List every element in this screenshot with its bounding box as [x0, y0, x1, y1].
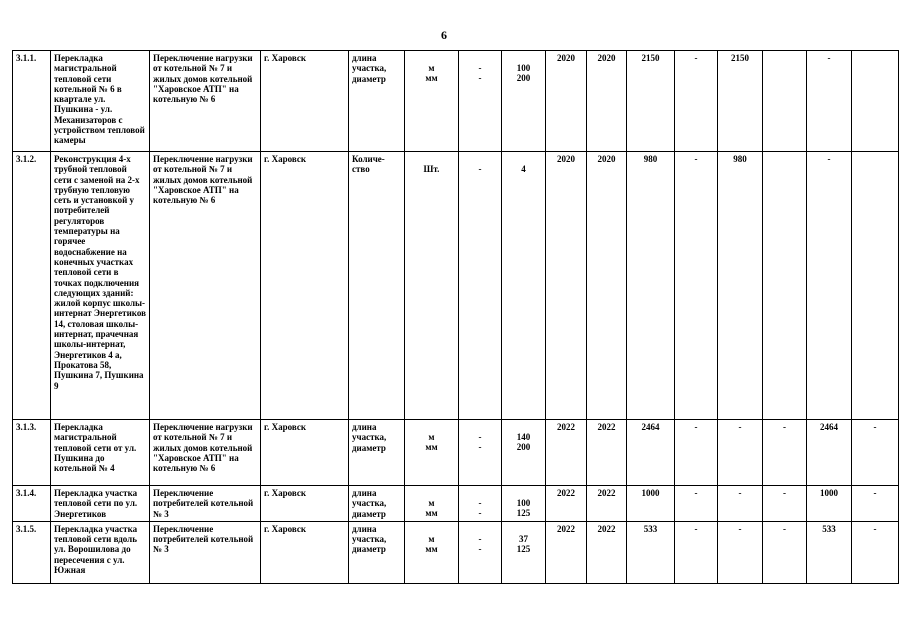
finance-cell-4 [807, 521, 852, 583]
year-start-cell [546, 486, 587, 522]
location: г. Харовск [264, 422, 307, 432]
finance-value-3: - [783, 422, 786, 432]
work-purpose: Переключение потребителей котельной № 3 [153, 488, 254, 519]
page-number: 6 [441, 28, 447, 42]
parameter-name: длина участка, диаметр [352, 523, 387, 555]
work-name-cell [51, 521, 150, 583]
finance-value-5: - [873, 422, 877, 432]
finance-value-1: - [694, 53, 698, 63]
work-name-cell [51, 486, 150, 522]
finance-value-5: - [873, 488, 877, 498]
finance-value-2: 2150 [731, 53, 749, 63]
year-start-cell [546, 420, 587, 486]
finance-cell-3 [763, 486, 807, 522]
total-cell [627, 521, 675, 583]
year-end: 2020 [597, 154, 616, 164]
value-before-cell [459, 152, 502, 420]
finance-cell-2 [718, 521, 763, 583]
year-end-cell [587, 486, 627, 522]
unit-diameter: мм [425, 442, 438, 453]
value-before-cell [459, 420, 502, 486]
unit-cell [405, 51, 459, 152]
parameter-name: длина участка, диаметр [352, 422, 387, 453]
finance-value-3: - [783, 523, 786, 534]
unit-diameter: мм [425, 544, 438, 555]
finance-value-2: - [738, 422, 742, 432]
finance-value-4: 1000 [820, 488, 838, 498]
item-number: 3.1.5. [16, 523, 37, 534]
parameter-cell [349, 420, 405, 486]
unit-cell [405, 152, 459, 420]
finance-value-4: - [827, 154, 831, 164]
finance-value-1: - [694, 154, 698, 164]
item-number: 3.1.2. [16, 154, 37, 164]
work-name: Перекладка участка тепловой сети вдоль ул. Ворошилова до пересечения с ул. Южная [54, 523, 138, 576]
finance-cell-1 [675, 521, 718, 583]
value-after-cell [502, 51, 546, 152]
value-before-1: - [478, 432, 482, 442]
work-name: Перекладка участка тепловой сети по ул. Энергетиков [54, 488, 138, 519]
finance-value-5: - [873, 523, 877, 534]
total-cost: 2150 [641, 53, 660, 63]
finance-cell-5 [852, 152, 899, 420]
item-number: 3.1.3. [16, 422, 37, 432]
finance-value-3: - [783, 488, 786, 498]
value-after-cell [502, 420, 546, 486]
total-cost: 1000 [641, 488, 660, 498]
finance-cell-1 [675, 51, 718, 152]
finance-cell-3 [763, 152, 807, 420]
value-after-cell [502, 521, 546, 583]
unit-diameter: мм [425, 508, 438, 519]
value-before-1: - [478, 533, 482, 544]
value-before-2: - [478, 544, 482, 555]
unit-length: м [428, 63, 435, 73]
parameter-cell [349, 486, 405, 522]
unit-length: м [428, 498, 435, 508]
unit-cell [405, 521, 459, 583]
finance-cell-5 [852, 521, 899, 583]
location-cell [261, 521, 349, 583]
total-cost: 533 [643, 523, 658, 534]
value-before-1: - [478, 164, 482, 174]
year-end-cell [587, 152, 627, 420]
finance-cell-1 [675, 486, 718, 522]
finance-value-4: 2464 [820, 422, 838, 432]
value-before-cell [459, 521, 502, 583]
value-after-1: 100 [516, 63, 531, 73]
work-purpose: Переключение нагрузки от котельной № 7 и жилых домов котельной "Харовское АТП" на котельную № 6 [153, 154, 253, 206]
value-after-2: 125 [516, 544, 531, 555]
table-row [13, 420, 899, 486]
location-cell [261, 152, 349, 420]
value-before-2: - [478, 442, 482, 453]
finance-value-2: - [738, 523, 742, 534]
purpose-cell [150, 420, 261, 486]
location-cell [261, 420, 349, 486]
work-name: Перекладка магистральной тепловой сети котельной № 6 в квартале ул. Пушкина - ул. Механизаторов с устройством тепловой камеры [54, 53, 145, 146]
purpose-cell [150, 152, 261, 420]
finance-value-1: - [694, 523, 698, 534]
table-row [13, 51, 899, 152]
finance-cell-5 [852, 51, 899, 152]
value-before-1: - [478, 63, 482, 73]
unit-cell [405, 420, 459, 486]
total-cell [627, 51, 675, 152]
purpose-cell [150, 521, 261, 583]
table-row [13, 521, 899, 583]
finance-cell-2 [718, 486, 763, 522]
table-row [13, 486, 899, 522]
year-end: 2020 [597, 53, 616, 63]
total-cell [627, 486, 675, 522]
work-name-cell [51, 420, 150, 486]
value-after-cell [502, 152, 546, 420]
work-name: Перекладка магистральной тепловой сети от ул. Пушкина до котельной № 4 [54, 422, 137, 474]
value-before-cell [459, 51, 502, 152]
location: г. Харовск [264, 488, 307, 498]
year-end-cell [587, 521, 627, 583]
parameter-cell [349, 51, 405, 152]
item-number-cell [13, 51, 51, 152]
location: г. Харовск [264, 154, 307, 164]
finance-cell-3 [763, 420, 807, 486]
work-name-cell [51, 152, 150, 420]
item-number-cell [13, 521, 51, 583]
finance-cell-4 [807, 152, 852, 420]
finance-cell-4 [807, 486, 852, 522]
value-after-2: 200 [516, 442, 531, 453]
value-before-2: - [478, 508, 482, 519]
unit-cell [405, 486, 459, 522]
finance-value-2: - [738, 488, 742, 498]
finance-cell-2 [718, 420, 763, 486]
location-cell [261, 486, 349, 522]
item-number-cell [13, 420, 51, 486]
finance-value-1: - [694, 422, 698, 432]
unit-length: м [428, 533, 435, 544]
total-cell [627, 420, 675, 486]
value-before-cell [459, 486, 502, 522]
value-before-2: - [478, 73, 482, 84]
finance-value-1: - [694, 488, 698, 498]
finance-cell-1 [675, 420, 718, 486]
finance-cell-5 [852, 420, 899, 486]
unit-diameter: мм [425, 73, 438, 84]
location: г. Харовск [264, 523, 307, 534]
year-start-cell [546, 521, 587, 583]
finance-value-4: - [827, 53, 831, 63]
location-cell [261, 51, 349, 152]
finance-cell-3 [763, 51, 807, 152]
value-after-2: 125 [516, 508, 531, 519]
year-start: 2020 [557, 53, 575, 63]
finance-cell-5 [852, 486, 899, 522]
year-start: 2022 [557, 523, 575, 534]
parameter-name: длина участка, диаметр [352, 53, 387, 84]
finance-cell-3 [763, 521, 807, 583]
work-purpose: Переключение нагрузки от котельной № 7 и жилых домов котельной "Харовское АТП" на котельную № 6 [153, 53, 253, 105]
parameter-name: длина участка, диаметр [352, 488, 387, 519]
year-end: 2022 [597, 523, 616, 534]
finance-value-4: 533 [822, 523, 836, 534]
works-table [12, 50, 899, 584]
value-before-1: - [478, 498, 482, 508]
year-end-cell [587, 420, 627, 486]
item-number: 3.1.4. [16, 488, 37, 498]
year-start: 2022 [557, 488, 575, 498]
year-end: 2022 [597, 488, 616, 498]
year-start-cell [546, 51, 587, 152]
value-after-2: 200 [516, 73, 531, 84]
parameter-cell [349, 152, 405, 420]
purpose-cell [150, 486, 261, 522]
item-number-cell [13, 152, 51, 420]
value-after-1: 4 [521, 164, 526, 174]
table-row [13, 152, 899, 420]
item-number: 3.1.1. [16, 53, 37, 63]
year-end-cell [587, 51, 627, 152]
work-purpose: Переключение нагрузки от котельной № 7 и жилых домов котельной "Харовское АТП" на котельную № 6 [153, 422, 253, 474]
total-cost: 980 [643, 154, 658, 164]
total-cell [627, 152, 675, 420]
parameter-name: Количе-ство [352, 154, 385, 175]
year-end: 2022 [597, 422, 616, 432]
finance-cell-2 [718, 152, 763, 420]
finance-cell-4 [807, 420, 852, 486]
unit-length: м [428, 432, 435, 442]
work-name: Реконструкция 4-х трубной тепловой сети с заменой на 2-х трубную тепловую сеть и установкой у потребителей регуляторов температуры на горячее водоснабжение на конечных участках тепловой сети в точках подключения следующих зданий: жилой корпус школы-интернат Энергетиков 14, столовая школы-интернат, прачечная школы-интернат, Энергетиков 4 а, Прокатова 58, Пушкина 7, Пушкина 9 [54, 154, 146, 391]
finance-cell-2 [718, 51, 763, 152]
parameter-cell [349, 521, 405, 583]
work-name-cell [51, 51, 150, 152]
year-start-cell [546, 152, 587, 420]
value-after-1: 140 [516, 432, 531, 442]
year-start: 2022 [557, 422, 575, 432]
year-start: 2020 [557, 154, 575, 164]
item-number-cell [13, 486, 51, 522]
purpose-cell [150, 51, 261, 152]
finance-cell-1 [675, 152, 718, 420]
value-after-1: 37 [519, 533, 528, 544]
location: г. Харовск [264, 53, 307, 63]
value-after-1: 100 [516, 498, 531, 508]
total-cost: 2464 [641, 422, 660, 432]
unit-length: Шт. [423, 164, 440, 174]
finance-cell-4 [807, 51, 852, 152]
value-after-cell [502, 486, 546, 522]
work-purpose: Переключение потребителей котельной № 3 [153, 523, 254, 555]
finance-value-2: 980 [733, 154, 747, 164]
